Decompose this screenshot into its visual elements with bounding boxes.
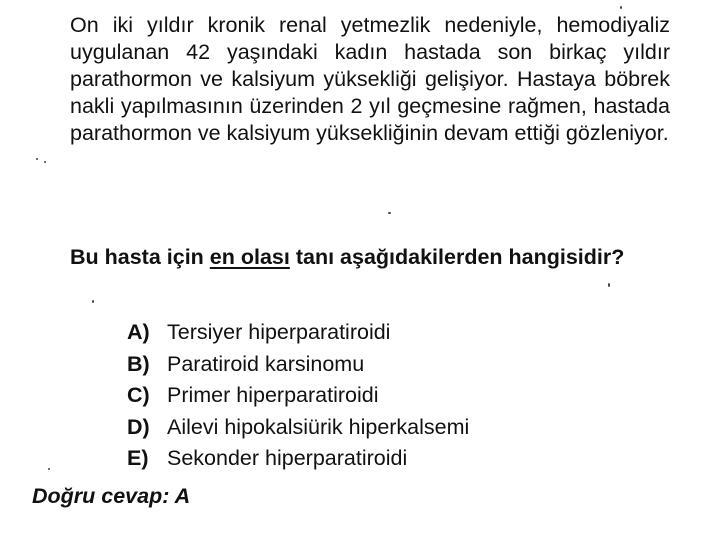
question-prompt-start: Bu hasta için: [70, 245, 210, 269]
option-c[interactable]: [127, 380, 469, 412]
scan-speck: [92, 300, 94, 303]
option-text: Paratiroid karsinomu: [167, 351, 365, 376]
scan-speck: [48, 468, 50, 470]
option-text: Tersiyer hiperparatiroidi: [167, 320, 391, 344]
option-letter: E): [127, 446, 149, 470]
question-stem: On iki yıldır kronik renal yetmezlik nedeniyle, hemodiyaliz uygulanan 42 yaşındaki kadın hastada son birkaç yıldır parathormon ve kalsiyum yüksekliği gelişiyor. Hastaya böbrek nakli yapılmasının üzerinden 2 yıl geçmesine rağmen, hastada parathormon ve kalsiyum yüksekliğinin devam ettiği gözleniyor.: [70, 13, 670, 145]
option-letter: A): [127, 320, 150, 344]
option-text: Primer hiperparatiroidi: [167, 383, 379, 407]
question-prompt: [70, 243, 670, 272]
option-letter: D): [127, 414, 150, 439]
option-a[interactable]: [127, 317, 469, 349]
scan-speck: [620, 6, 622, 9]
scan-speck: [36, 158, 38, 160]
question-prompt-end: tanı aşağıdakilerden hangisidir?: [289, 245, 625, 269]
option-letter: B): [127, 351, 150, 376]
answer-options: [127, 317, 469, 475]
scan-speck: [608, 283, 610, 287]
scan-speck: [388, 212, 391, 214]
option-text: Ailevi hipokalsiürik hiperkalsemi: [167, 414, 470, 439]
correct-answer: Doğru cevap: A: [32, 484, 191, 508]
option-d[interactable]: [127, 412, 469, 444]
option-e[interactable]: [127, 443, 469, 475]
question-emphasis: en olası: [209, 245, 290, 269]
option-text: Sekonder hiperparatiroidi: [167, 446, 408, 470]
option-b[interactable]: [127, 349, 469, 381]
scan-speck: [44, 161, 46, 163]
option-letter: C): [127, 383, 150, 407]
